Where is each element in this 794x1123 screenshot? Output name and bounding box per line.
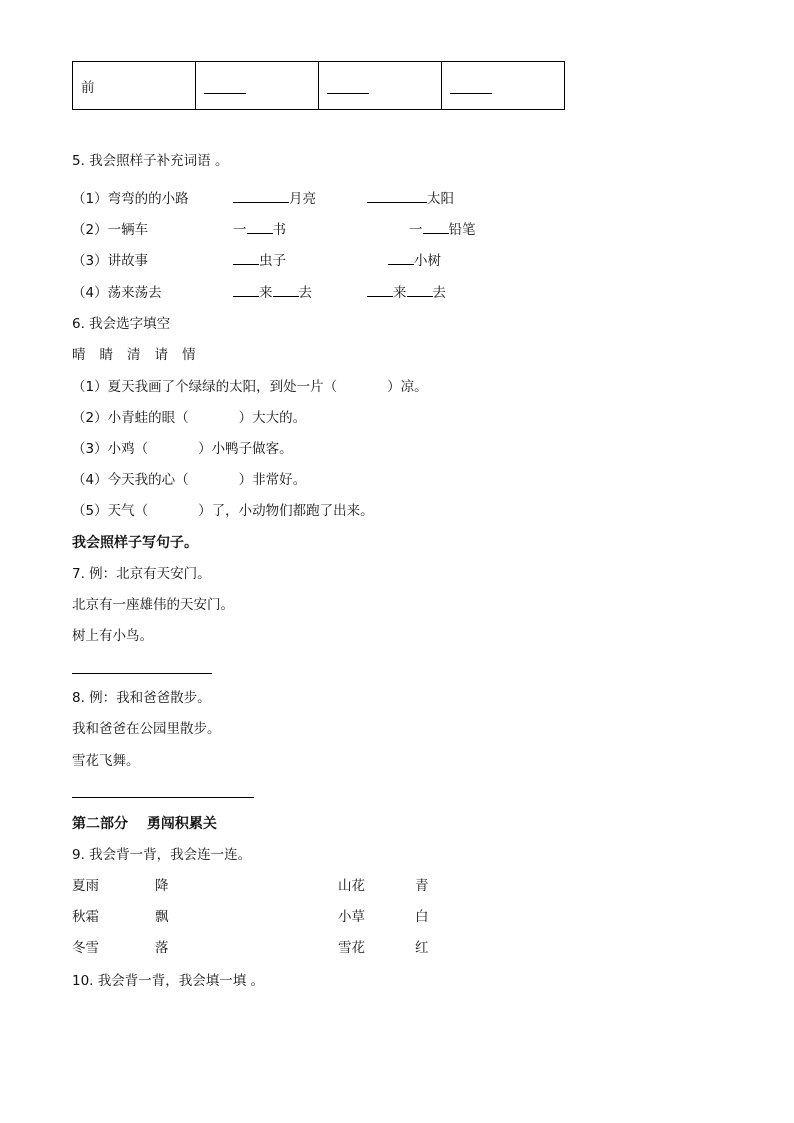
- q7-example: 北京有一座雄伟的天安门。: [72, 597, 234, 613]
- match-left-word[interactable]: 秋霜: [72, 909, 99, 925]
- q8-example: 我和爸爸在公园里散步。: [72, 721, 221, 737]
- q6-item-5: （5）天气（ ）了，小动物们都跑了出来。: [72, 503, 374, 519]
- q6-item-2: （2）小青蛙的眼（ ）大大的。: [72, 410, 307, 426]
- match-right-color[interactable]: 青: [415, 878, 429, 894]
- choice-char: 晴: [72, 347, 86, 363]
- q6-item-4: （4）今天我的心（ ）非常好。: [72, 472, 307, 488]
- fill-blank[interactable]: [388, 252, 414, 265]
- q7-prompt: 树上有小鸟。: [72, 628, 153, 644]
- q7-answer-line[interactable]: [72, 673, 212, 674]
- question-5-title: 5. 我会照样子补充词语 。: [72, 153, 229, 169]
- q5-row-4-label: （4）荡来荡去: [72, 285, 162, 301]
- fill-blank[interactable]: [423, 221, 449, 234]
- q6-choices: [72, 346, 196, 364]
- q5-row-4-b: 来 去: [367, 284, 446, 302]
- match-left-word[interactable]: 冬雪: [72, 940, 99, 956]
- match-right-color[interactable]: 白: [415, 909, 429, 925]
- match-left-word[interactable]: 夏雨: [72, 878, 99, 894]
- q6-item-3: （3）小鸡（ ）小鸭子做客。: [72, 441, 293, 457]
- q5-row-4-a: 来 去: [233, 284, 312, 302]
- fill-blank[interactable]: [450, 81, 492, 94]
- word-table: [72, 61, 565, 110]
- fill-blank[interactable]: [233, 284, 259, 297]
- question-9-title: 9. 我会背一背，我会连一连。: [72, 847, 252, 863]
- table-cell[interactable]: [442, 62, 565, 110]
- q5-row-1-b: 太阳: [367, 190, 454, 208]
- table-first-cell-text: 前: [81, 79, 95, 96]
- table-cell: [73, 62, 196, 110]
- fill-blank[interactable]: [247, 221, 273, 234]
- table-cell[interactable]: [319, 62, 442, 110]
- question-10-title: 10. 我会背一背，我会填一填 。: [72, 973, 265, 989]
- q5-row-1-a: 月亮: [233, 190, 316, 208]
- choice-char: 情: [182, 347, 196, 363]
- q5-row-2-a: 一 书: [233, 222, 286, 238]
- fill-blank[interactable]: [273, 284, 299, 297]
- part-2-heading: 第二部分 勇闯积累关: [72, 816, 217, 832]
- q5-row-3-a: 虫子: [233, 252, 286, 270]
- table-cell[interactable]: [196, 62, 319, 110]
- question-6-title: 6. 我会选字填空: [72, 316, 171, 332]
- q5-row-2-b: 一 铅笔: [409, 222, 476, 238]
- question-7-title: 7. 例：北京有天安门。: [72, 566, 211, 582]
- q5-row-1-label: （1）弯弯的的小路: [72, 191, 189, 207]
- q6-item-1: （1）夏天我画了个绿绿的太阳，到处一片（ ）凉。: [72, 379, 428, 395]
- fill-blank[interactable]: [367, 284, 393, 297]
- choice-char: 睛: [99, 347, 113, 363]
- fill-blank[interactable]: [407, 284, 433, 297]
- fill-blank[interactable]: [367, 190, 427, 203]
- match-right-color[interactable]: 红: [415, 940, 429, 956]
- fill-blank[interactable]: [327, 81, 369, 94]
- fill-blank[interactable]: [233, 252, 259, 265]
- q5-row-3-label: （3）讲故事: [72, 253, 149, 269]
- choice-char: 清: [127, 347, 141, 363]
- match-left-verb[interactable]: 落: [155, 940, 169, 956]
- q5-row-2-label: （2）一辆车: [72, 222, 149, 238]
- q8-prompt: 雪花飞舞。: [72, 753, 140, 769]
- match-right-word[interactable]: 雪花: [338, 940, 365, 956]
- match-right-word[interactable]: 山花: [338, 878, 365, 894]
- q5-row-3-b: 小树: [388, 252, 441, 270]
- choice-char: 请: [154, 347, 168, 363]
- fill-blank[interactable]: [204, 81, 246, 94]
- match-left-verb[interactable]: 飘: [155, 909, 169, 925]
- match-left-verb[interactable]: 降: [155, 878, 169, 894]
- match-right-word[interactable]: 小草: [338, 909, 365, 925]
- question-8-title: 8. 例：我和爸爸散步。: [72, 690, 211, 706]
- q8-answer-line[interactable]: [72, 797, 254, 798]
- section-heading-sentences: 我会照样子写句子。: [72, 535, 198, 551]
- fill-blank[interactable]: [233, 190, 289, 203]
